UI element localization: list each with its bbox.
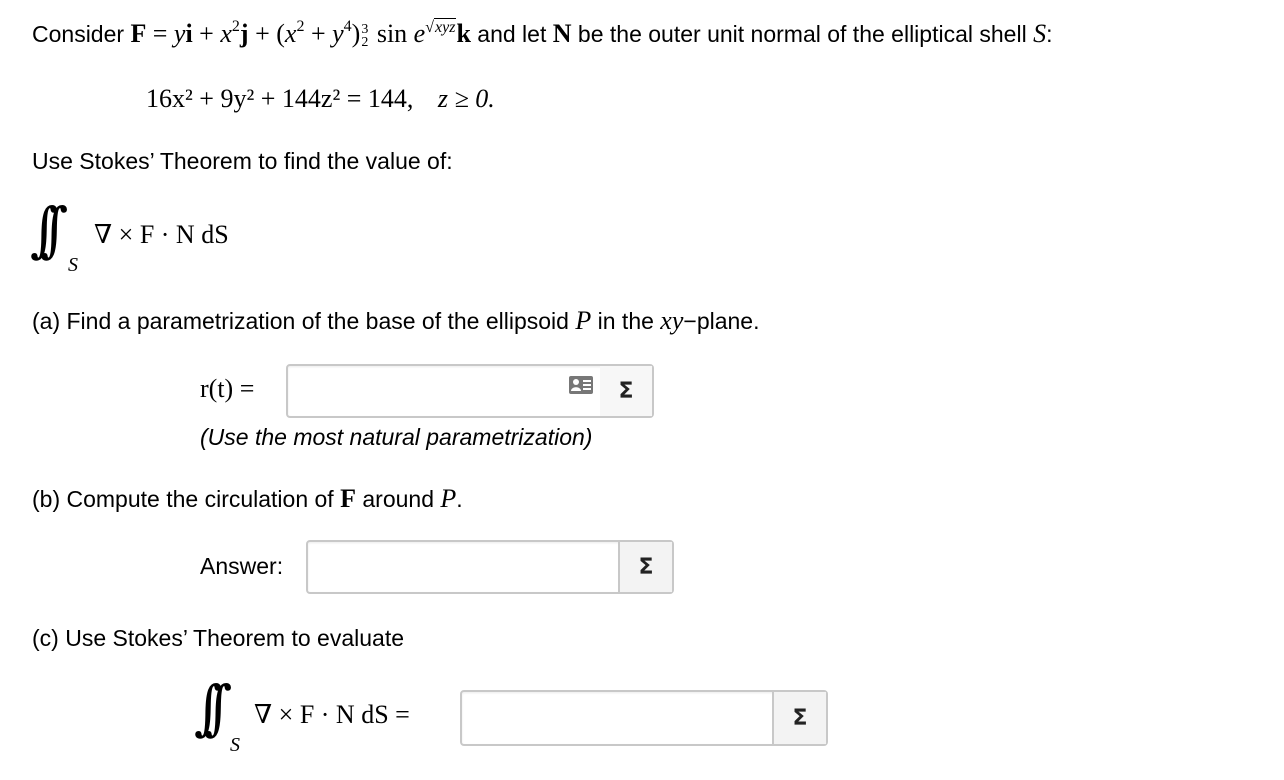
double-integral-icon: ∫∫ [194, 672, 215, 743]
part-a-P: P [575, 306, 592, 335]
answer-label: Answer: [200, 553, 284, 579]
intro-text: Consider [32, 21, 131, 47]
double-integral-icon: ∫∫ [30, 194, 51, 265]
curl-expression: ∇ × F · N dS [94, 220, 229, 249]
part-b-text-1: (b) Compute the circulation of [32, 486, 341, 512]
constraint-text: z ≥ 0. [437, 84, 495, 113]
ellipsoid-equation [146, 84, 495, 114]
circulation-answer-field[interactable] [306, 540, 674, 594]
normal-N-symbol: N [552, 19, 572, 48]
field-F-symbol: F [130, 19, 147, 48]
card-icon[interactable] [568, 375, 594, 395]
part-b-text-3: . [456, 486, 463, 512]
surface-integral-2 [194, 672, 410, 766]
shell-S-symbol: S [1033, 19, 1047, 48]
sigma-icon[interactable]: Σ [772, 692, 826, 744]
vector-field-formula: = yi + $x^2j + (x^2 + y^4)$ 3 2 sin e√xyzk [152, 18, 471, 51]
sigma-icon[interactable]: Σ [600, 366, 652, 416]
part-b-text-2: around [355, 486, 441, 512]
equation-text: 16x² + 9y² + 144z² = 144, [146, 84, 414, 113]
sigma-icon[interactable]: Σ [618, 542, 672, 592]
part-b-F: F [340, 484, 356, 513]
curl-expression-equals: ∇ × F · N dS = [254, 700, 410, 729]
part-b-P: P [440, 484, 457, 513]
part-a-text-1: (a) Find a parametrization of the base of the ellipsoid [32, 308, 576, 334]
surface-integral-1 [30, 194, 229, 278]
part-b-prompt [32, 484, 463, 514]
part-a-xy: xy [660, 306, 684, 335]
outer-normal-text: be the outer unit normal of the elliptical shell [571, 21, 1034, 47]
and-let-text: and let [470, 21, 553, 47]
part-a-text-3: −plane. [683, 308, 760, 334]
colon-text: : [1046, 21, 1053, 47]
problem-statement [32, 18, 1052, 52]
r-of-t-label: r(t) = [200, 374, 255, 403]
r-of-t-input[interactable] [288, 366, 558, 416]
r-of-t-answer-field[interactable] [286, 364, 654, 418]
part-c-prompt: (c) Use Stokes’ Theorem to evaluate [32, 625, 404, 651]
integral-subscript-S: S [230, 734, 240, 756]
surface-integral-input[interactable] [462, 692, 774, 744]
parametrization-note: (Use the most natural parametrization) [200, 424, 593, 450]
integral-subscript-S: S [68, 254, 78, 276]
use-stokes-text: Use Stokes’ Theorem to find the value of: [32, 148, 453, 174]
part-a-text-2: in the [591, 308, 661, 334]
circulation-input[interactable] [308, 542, 620, 592]
surface-integral-answer-field[interactable] [460, 690, 828, 746]
part-a-prompt [32, 306, 760, 336]
